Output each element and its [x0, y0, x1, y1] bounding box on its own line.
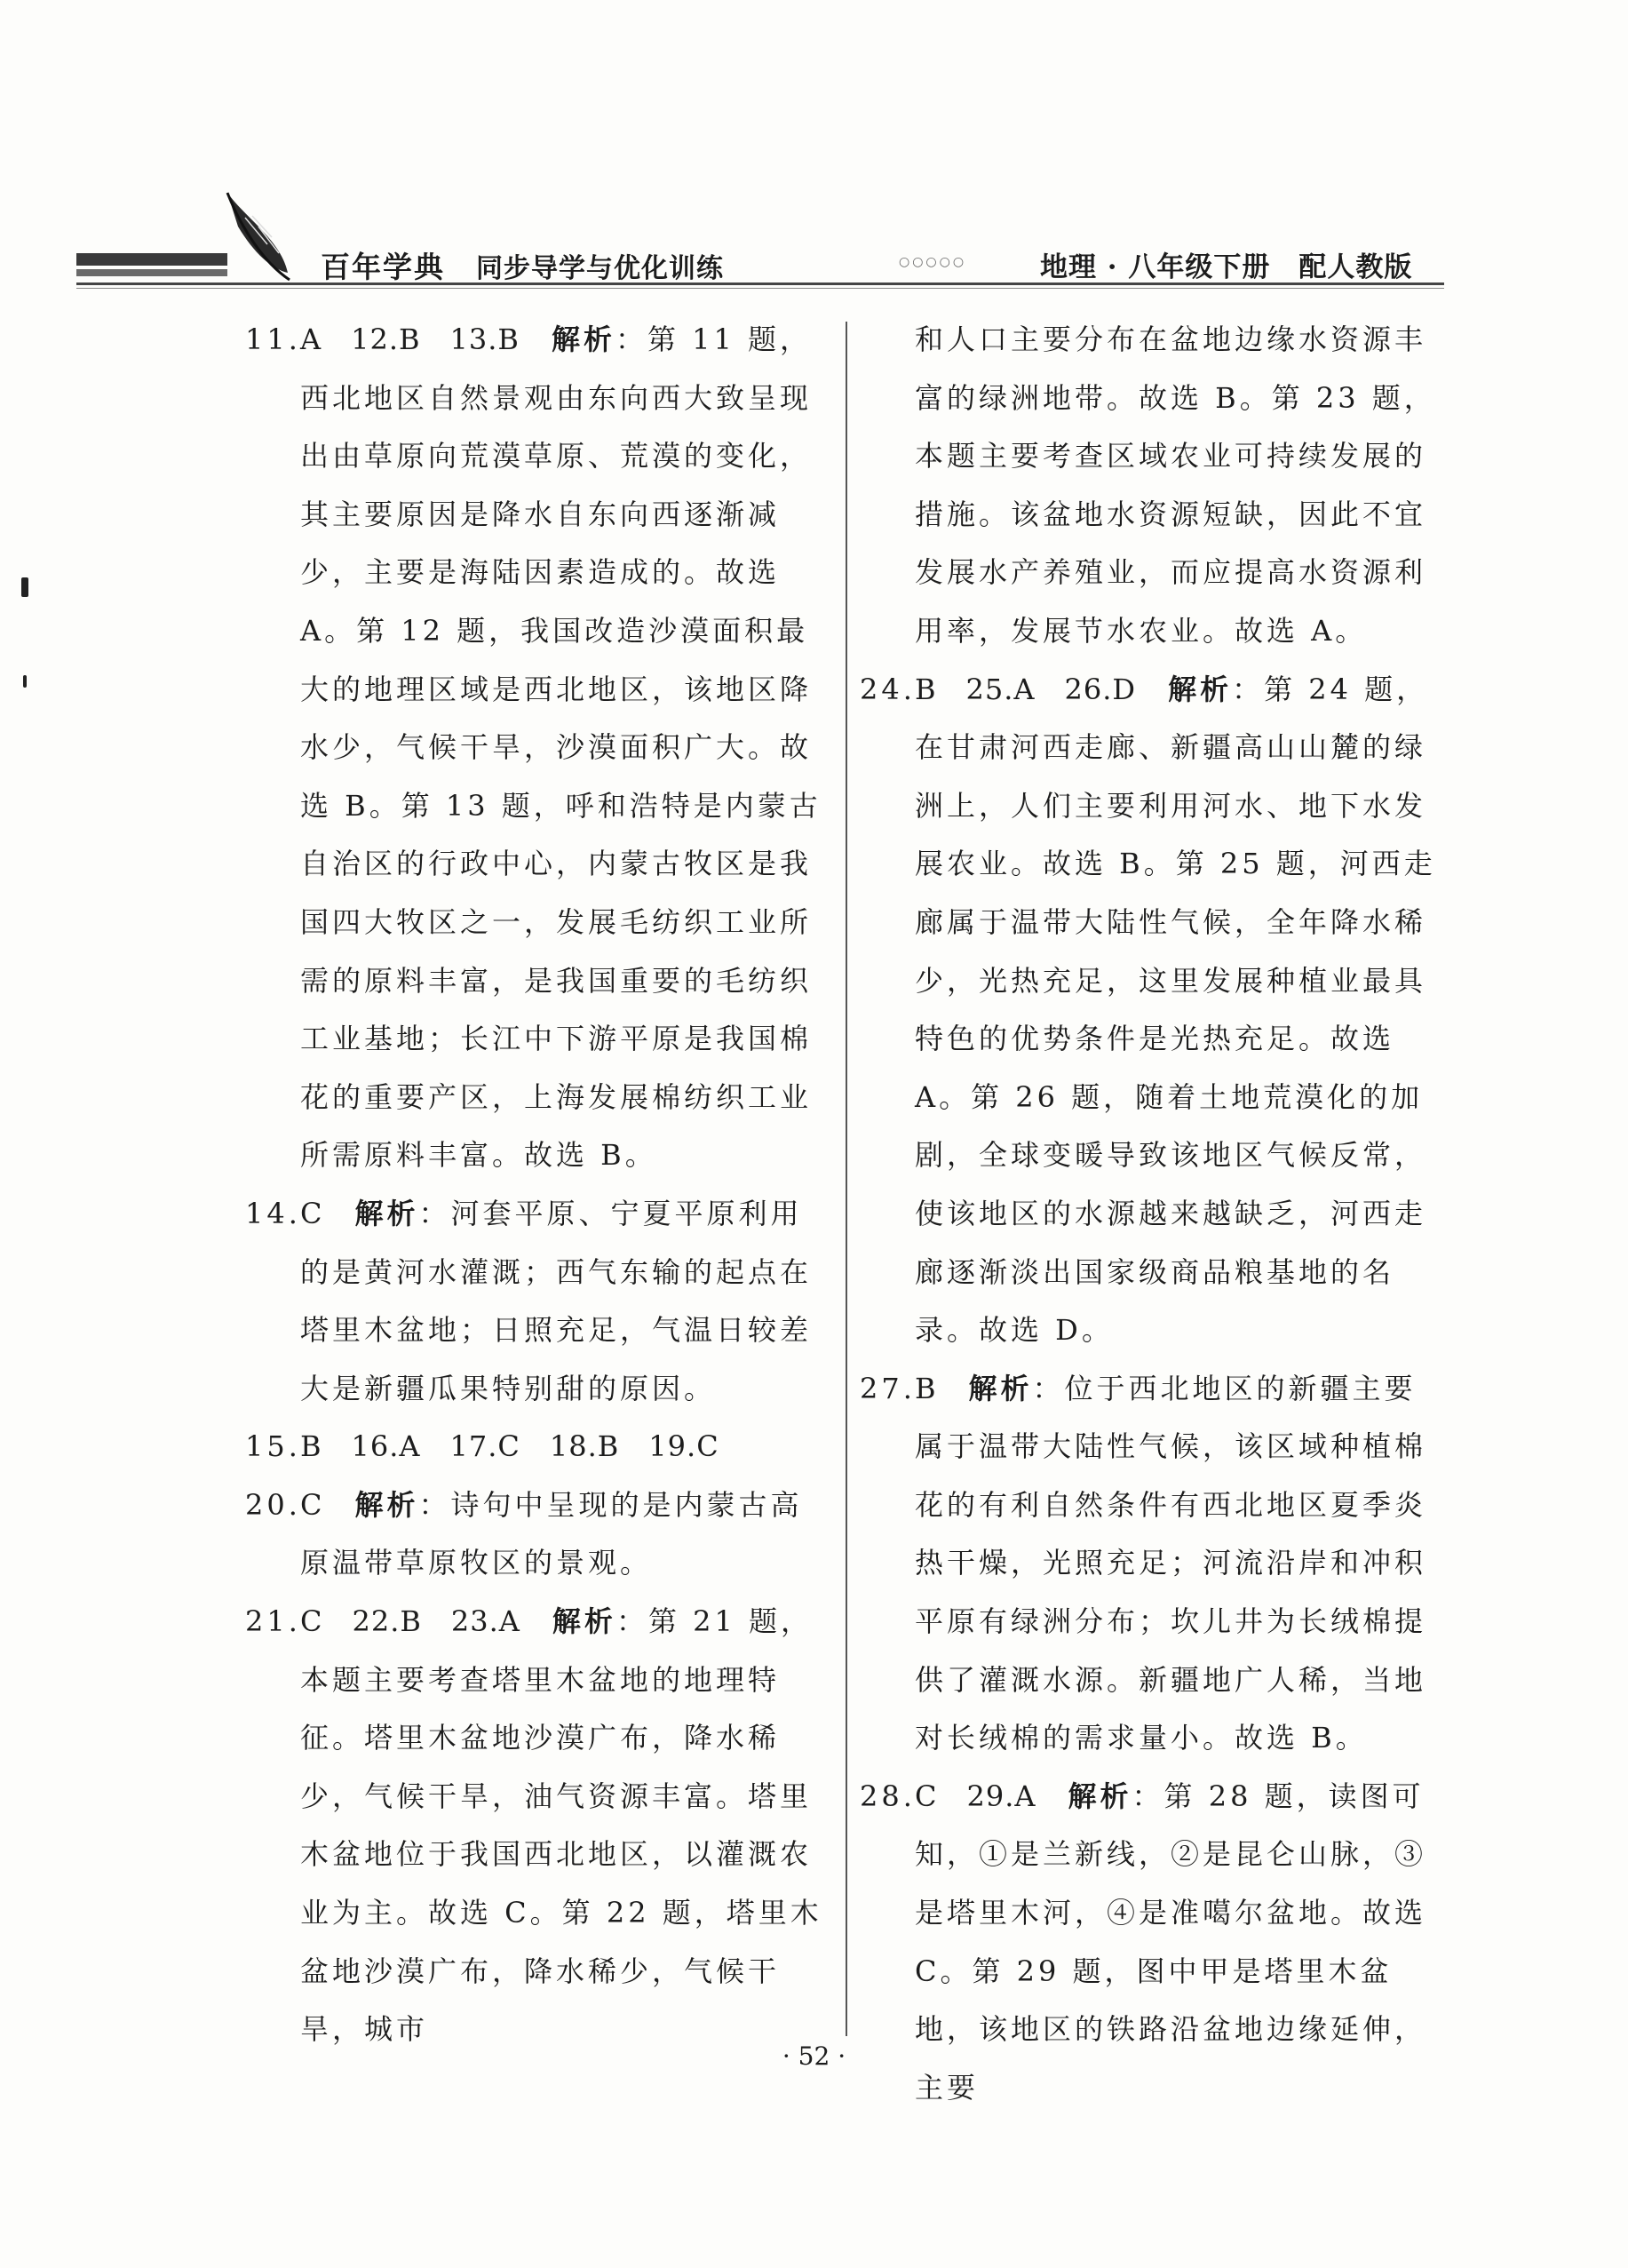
explanation-label: 解析 [551, 322, 615, 356]
header-bar-thin [76, 269, 227, 276]
explanation-label: 解析 [354, 1487, 419, 1522]
quill-icon [218, 191, 298, 289]
question-number: 20. [245, 1487, 301, 1522]
scan-speck [21, 577, 28, 597]
explanation-text: ：诗句中呈现的是内蒙古高原温带草原牧区的景观。 [300, 1487, 803, 1580]
explanation-label: 解析 [1068, 1779, 1132, 1813]
answer-item [245, 1418, 831, 1476]
answer-choices: B 25.A 26.D [915, 672, 1137, 706]
scan-speck [23, 675, 27, 688]
decorative-dots: ○○○○○ [899, 255, 967, 269]
answer-choices: B [915, 1371, 937, 1405]
explanation-text: ：位于西北地区的新疆主要属于温带大陆性气候，该区域种植棉花的有利自然条件有西北地区夏季炎热干燥，光照充足；河流沿岸和冲积平原有绿洲分布；坎儿井为长绒棉提供了灌溉水源。新疆地广人稀，当地对长绒棉的需求量小。故选 B。 [915, 1371, 1427, 1755]
explanation-text: 和人口主要分布在盆地边缘水资源丰富的绿洲地带。故选 B。第 23 题，本题主要考查区域农业可持续发展的措施。该盆地水资源短缺，因此不宜发展水产养殖业，而应提高水资源利用率，发展节水农业。故选 A。 [915, 322, 1436, 648]
book-title: 地理 · 八年级下册 配人教版 [1040, 251, 1413, 283]
page-header [76, 191, 1444, 293]
answer-choices: C 22.B 23.A [300, 1604, 520, 1639]
right-column [860, 311, 1446, 2117]
question-number: 24. [860, 672, 916, 706]
explanation-label: 解析 [354, 1196, 419, 1230]
answer-item [245, 1185, 831, 1418]
explanation-text: ：第 11 题，西北地区自然景观由东向西大致呈现出由草原向荒漠草原、荒漠的变化，其主要原因是降水自东向西逐渐减少，主要是海陆因素造成的。故选 A。第 12 题，我国改造沙漠面积最大的地理区域是西北地区，该地区降水少，气候干旱，沙漠面积广大。故选 B。第 13 题，呼和浩特是内蒙古自治区的行政中心，内蒙古牧区是我国四大牧区之一，发展毛纺织工业所需的原料丰富，是我国重要的毛纺织工业基地；长江中下游平原是我国棉花的重要产区，上海发展棉纺织工业所需原料丰富。故选 B。 [300, 322, 822, 1173]
explanation-text: ：第 28 题，读图可知，①是兰新线，②是昆仑山脉，③是塔里木河，④是准噶尔盆地。故选 C。第 29 题，图中甲是塔里木盆地，该地区的铁路沿盆地边缘延伸，主要 [915, 1779, 1427, 2105]
explanation-text: ：第 21 题，本题主要考查塔里木盆地的地理特征。塔里木盆地沙漠广布，降水稀少，气候干旱，油气资源丰富。塔里木盆地位于我国西北地区，以灌溉农业为主。故选 C。第 22 题，塔里木盆地沙漠广布，降水稀少，气候干旱，城市 [300, 1604, 822, 2047]
series-subtitle: 同步导学与优化训练 [476, 253, 724, 284]
question-number: 11. [245, 322, 301, 356]
answer-choices: C 29.A [915, 1779, 1036, 1813]
continued-text [860, 311, 1446, 661]
answer-choices: B 16.A 17.C 18.B 19.C [300, 1429, 719, 1464]
answer-choices: A 12.B 13.B [300, 322, 520, 356]
answer-item [245, 1476, 831, 1593]
page-number: · 52 · [782, 2041, 846, 2071]
explanation-text: ：河套平原、宁夏平原利用的是黄河水灌溉；西气东输的起点在塔里木盆地；日照充足，气温日较差大是新疆瓜果特别甜的原因。 [300, 1196, 813, 1405]
answer-choices: C [300, 1196, 323, 1230]
header-rule-thin [76, 288, 1444, 289]
brand-title: 百年学典 [321, 250, 445, 284]
answer-item [245, 311, 831, 1185]
answer-item [860, 1360, 1446, 1768]
question-number: 27. [860, 1371, 916, 1405]
answer-choices: C [300, 1487, 323, 1522]
header-bar [76, 253, 227, 266]
question-number: 28. [860, 1779, 916, 1813]
question-number: 14. [245, 1196, 301, 1230]
question-number: 21. [245, 1604, 301, 1639]
explanation-label: 解析 [968, 1371, 1033, 1405]
question-number: 15. [245, 1429, 301, 1464]
explanation-text: ：第 24 题，在甘肃河西走廊、新疆高山山麓的绿洲上，人们主要利用河水、地下水发展农业。故选 B。第 25 题，河西走廊属于温带大陆性气候，全年降水稀少，光热充足，这里发展种植业最具特色的优势条件是光热充足。故选 A。第 26 题，随着土地荒漠化的加剧，全球变暖导致该地区气候反常，使该地区的水源越来越缺乏，河西走廊逐渐淡出国家级商品粮基地的名录。故选 D。 [915, 672, 1436, 1348]
left-column [245, 311, 831, 2059]
explanation-label: 解析 [1168, 672, 1233, 706]
explanation-label: 解析 [552, 1604, 616, 1639]
answer-item [860, 661, 1446, 1360]
answer-item [245, 1593, 831, 2059]
column-divider [846, 322, 847, 2036]
